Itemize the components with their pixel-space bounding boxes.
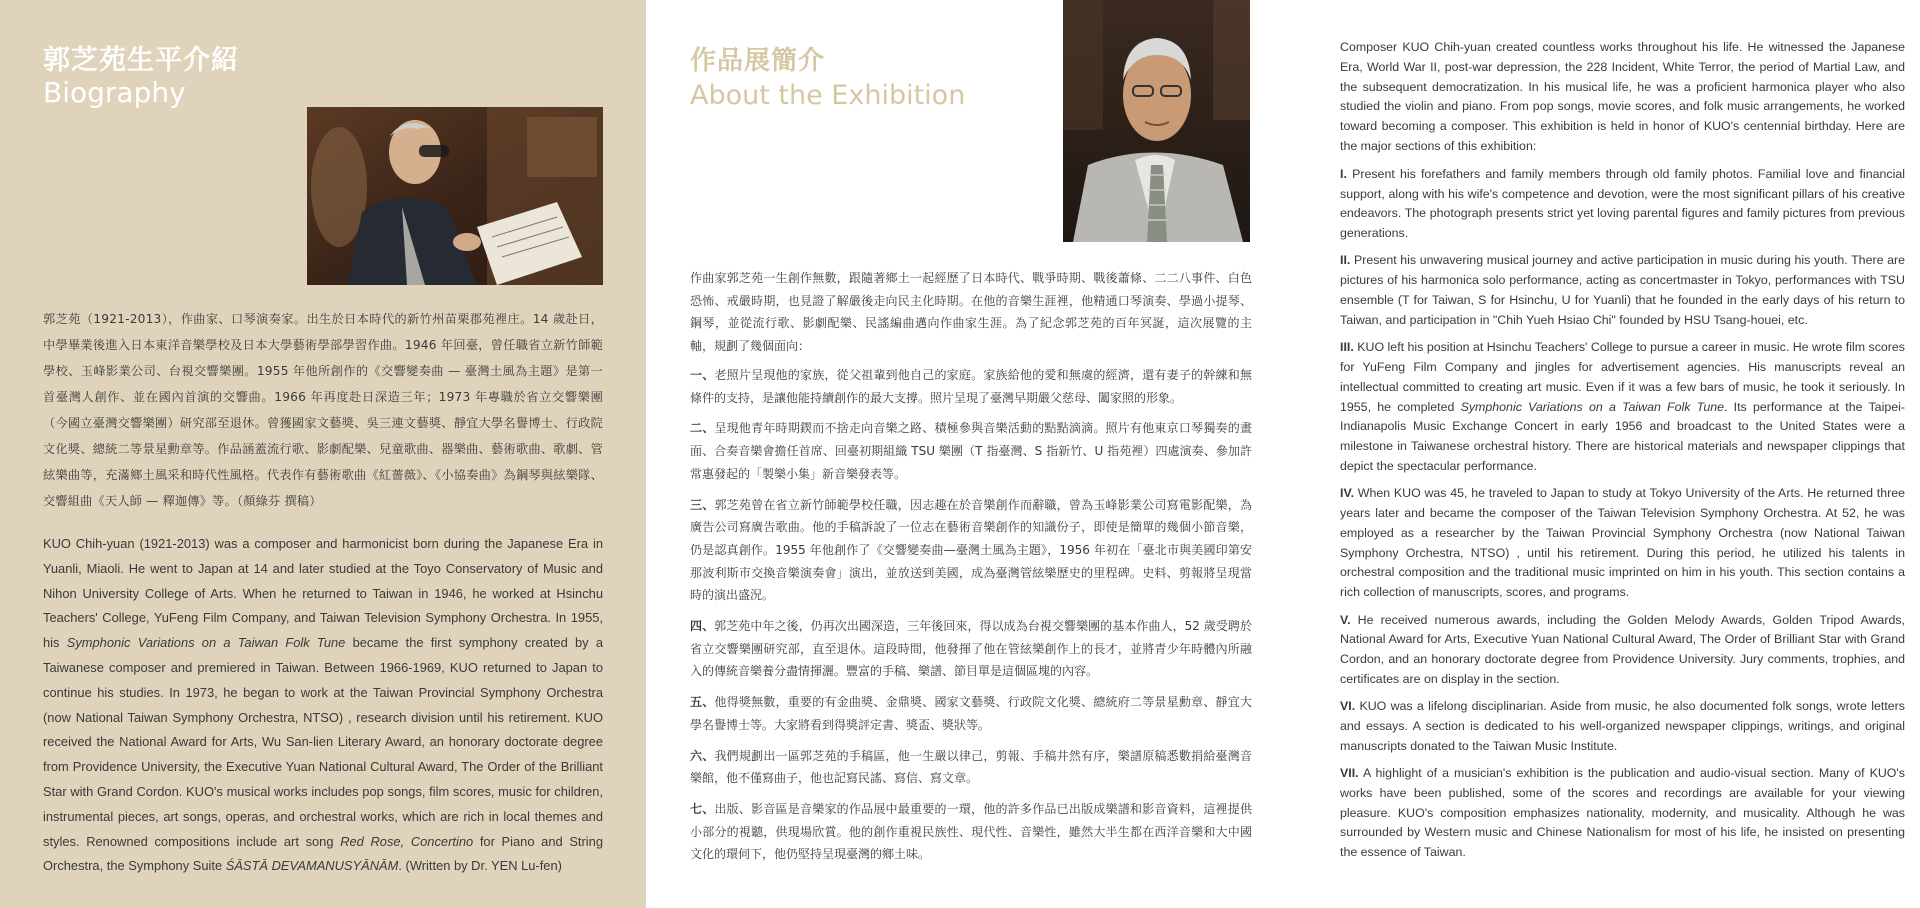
list-item-number: 二、: [690, 421, 715, 436]
list-item: [1340, 165, 1905, 244]
biography-text-zh: 郭芝苑（1921-2013），作曲家、口琴演奏家。出生於日本時代的新竹州苗栗郡苑裡庄。14 歲赴日，中學畢業後進入日本東洋音樂學校及日本大學藝術學部學習作曲。1946 年回臺，曾任職省立新竹師範學校、玉峰影業公司、台視交響樂團。1955 年他所創作的《交響變奏曲 — 臺灣土風為主題》是第一首臺灣人創作、並在國內首演的交響曲。1966 年再度赴日深造三年；1973 年專職於省立交響樂團（今國立臺灣交響樂團）研究部至退休。曾獲國家文藝獎、吳三連文藝獎、靜宜大學名譽博士、行政院文化獎、總統二等景星勳章等。作品涵蓋流行歌、影劇配樂、兒童歌曲、器樂曲、藝術歌曲、歌劇、管絃樂曲等，充滿鄉土風采和時代性風格。代表作有藝術歌曲《紅薔薇》、《小協奏曲》為鋼琴與絃樂隊、交響組曲《天人師 — 釋迦傳》等。（顏綠芬 撰稿）: [43, 312, 603, 508]
list-item: [690, 798, 1252, 866]
list-item-text: He received numerous awards, including the Golden Melody Awards, Golden Tripod Awards, National Award for Arts, Executive Yuan National Cultural Award, The Order of Brilliant Star with Grand Cordon, and an honorary doctorate degree from Providence University. Jury comments, trophies, and certificates are on display in the section.: [1340, 612, 1905, 686]
list-item: [1340, 484, 1905, 603]
photo-kuo-reading-score: [307, 107, 603, 285]
list-item-text: 呈現他青年時期鍥而不捨走向音樂之路、積極參與音樂活動的點點滴滴。照片有他東京口琴獨奏的畫面、合奏音樂會擔任首席、回臺初期組織 TSU 樂團（T 指臺灣、S 指新竹、U 指苑裡）四處演奏、參加許常惠發起的「製樂小集」新音樂發表等。: [690, 421, 1252, 481]
biography-en-work-title-1: Symphonic Variations on a Taiwan Folk Tune: [66, 635, 346, 651]
list-item-text: 老照片呈現他的家族，從父祖輩到他自己的家庭。家族給他的愛和無虞的經濟，還有妻子的幹練和無條件的支持，是讓他能持續創作的最大支撐。照片呈現了臺灣早期嚴父慈母、闔家照的形象。: [690, 368, 1252, 405]
list-item-text: . Its performance at the Taipei-Indianapolis Music Exchange Concert in early 1956 and broadcast to the United States were a milestone in Taiwanese orchestral history. There are historical materials and newspaper clippings that depict the spectacular performance.: [1340, 399, 1905, 473]
list-item: [1340, 611, 1905, 690]
list-item-number: VII.: [1340, 766, 1359, 781]
list-item-text: 出版、影音區是音樂家的作品展中最重要的一環，他的許多作品已出版成樂譜和影音資料，這裡提供小部分的視聽，供現場欣賞。他的創作重視民族性、現代性、音樂性，雖然大半生都在西洋音樂和大中國文化的環伺下，他仍堅持呈現臺灣的鄉土味。: [690, 801, 1252, 862]
list-item: [1340, 697, 1905, 756]
list-item-text: 郭芝苑曾在省立新竹師範學校任職，因志趣在於音樂創作而辭職，曾為玉峰影業公司寫電影配樂，為廣告公司寫廣告歌曲。他的手稿訴說了一位志在藝術音樂創作的知識份子，即使是簡單的幾個小節音樂，仍是認真創作。1955 年他創作了《交響變奏曲—臺灣土風為主題》，1956 年初在「臺北市與美國印第安那波利斯市交換音樂演奏會」演出，並放送到美國，成為臺灣管絃樂歷史的里程碑。史料、剪報將呈現當時的演出盛況。: [690, 497, 1252, 603]
list-item-text: 郭芝苑中年之後，仍再次出國深造，三年後回來，得以成為台視交響樂團的基本作曲人，52 歲受聘於省立交響樂團研究部，直至退休。這段時間，他發揮了他在管絃樂創作上的長才，並將青少年時體內所融入的傳統音樂養分盡情揮灑。豐富的手稿、樂譜、節目單是這個區塊的內容。: [690, 619, 1252, 679]
list-item-text: When KUO was 45, he traveled to Japan to study at Tokyo University of the Arts. He returned three years later and became the composer of the Taiwan Television Symphony Orchestra. At 52, he was employed as a researcher by the Taiwan Provincial Symphony Orchestra (now National Taiwan Symphony Orchestra, NTSO) , until his retirement. During this period, he utilized his talents in orchestral composition and the traditional music imprinted on him in his youth. This section contains a rich collection of manuscripts, scores, and programs.: [1340, 486, 1905, 600]
list-item-text: 我們規劃出一區郭芝苑的手稿區，他一生嚴以律己，剪報、手稿井然有序，樂譜原稿悉數捐給臺灣音樂館，他不僅寫曲子，他也記寫民謠、寫信、寫文章。: [690, 748, 1252, 786]
list-item-number: 四、: [690, 619, 715, 634]
list-item: [690, 745, 1252, 790]
list-item: [690, 615, 1252, 683]
list-item: [690, 691, 1252, 736]
list-item: [1340, 251, 1905, 330]
list-item: [690, 417, 1252, 485]
biography-text-en: [43, 532, 603, 879]
list-item-number: VI.: [1340, 699, 1356, 714]
list-item-number: 三、: [690, 497, 715, 512]
exhibition-intro-zh: 作曲家郭芝苑一生創作無數，跟隨著鄉土一起經歷了日本時代、戰爭時期、戰後蕭條、二二八事件、白色恐怖、戒嚴時期，也見證了解嚴後走向民主化時期。在他的音樂生涯裡，他精通口琴演奏、學過小提琴、鋼琴，並從流行歌、影劇配樂、民謠編曲邁向作曲家生涯。為了紀念郭芝苑的百年冥誕，這次展覽的主軸，規劃了幾個面向：: [690, 271, 1252, 354]
biography-en-part-3: for Piano and String Orchestra, the Symphony Suite: [43, 833, 603, 874]
list-item: [690, 364, 1252, 409]
exhibition-sections-en: [1340, 165, 1905, 863]
list-item-number: 一、: [690, 368, 715, 382]
exhibition-intro-en: Composer KUO Chih-yuan created countless works throughout his life. He witnessed the Japanese Era, World War II, post-war depression, the 228 Incident, White Terror, the period of Martial Law, and the subsequent democratization. In his musical life, he was a proficient harmonica player who also studied the violin and piano. From pop songs, movie scores, and folk music arrangements, he worked toward becoming a composer. This exhibition is held in honor of KUO's centennial birthday. Here are the major sections of this exhibition:: [1340, 40, 1905, 153]
exhibition-en-column: [1340, 38, 1905, 871]
list-item-number: 六、: [690, 748, 715, 763]
list-item-number: 七、: [690, 801, 715, 816]
exhibition-title-en: About the Exhibition: [690, 80, 966, 111]
biography-en-work-title-2: Red Rose, Concertino: [340, 833, 474, 849]
exhibition-sections-zh: [690, 364, 1252, 874]
biography-en-part-2: became the first symphony created by a Taiwanese composer and premiered in Taiwan. Between 1966-1969, KUO returned to Japan to continue his studies. In 1973, he began to work at the Taiwan Provincial Symphony Orchestra (now National Taiwan Symphony Orchestra, NTSO) , research division until his retirement. KUO received the National Award for Arts, Wu San-lien Literary Award, an honorary doctorate degree from Providence University, the Executive Yuan National Cultural Award, The Order of the Brilliant Star with Grand Cordon. KUO's musical works includes pop songs, film scores, music for children, instrumental pieces, art songs, operas, and orchestral works, which are rich in local themes and styles. Renowned compositions include art song: [43, 635, 603, 849]
list-item-number: 五、: [690, 695, 715, 710]
list-item-text: Present his forefathers and family members through old family photos. Familial love and financial support, along with his wife's competence and devotion, were the most significant pillars of his creative endeavors. The photograph presents strict yet loving parental figures and family pictures from previous generations.: [1340, 166, 1905, 241]
photo-kuo-portrait: [1063, 0, 1250, 242]
biography-en-part-4: . (Written by Dr. YEN Lu-fen): [398, 858, 562, 874]
list-item-text: KUO was a lifelong disciplinarian. Aside from music, he also documented folk songs, wrote letters and essays. A section is dedicated to his well-organized newspaper clippings, writings, and original manuscripts donated to the Taiwan Music Institute.: [1340, 699, 1905, 753]
list-item-number: I.: [1340, 166, 1347, 181]
list-item-text: 他得獎無數，重要的有金曲獎、金鼎獎、國家文藝獎、行政院文化獎、總統府二等景星勳章、靜宜大學名譽博士等。大家將看到得獎評定書、獎盃、獎狀等。: [690, 695, 1252, 732]
list-item-text: KUO left his position at Hsinchu Teachers' College to pursue a career in music. He wrote film scores for YuFeng Film Company and jingles for advertisement agencies. His manuscripts reveal an intellectual committed to creating art music. Even if it was a few bars of music, he took it seriously. In 1955, he completed: [1340, 340, 1906, 414]
biography-title-zh: 郭芝苑生平介紹: [43, 45, 239, 76]
biography-en-part-1: KUO Chih-yuan (1921-2013) was a composer and harmonicist born during the Japanese Era in Yuanli, Miaoli. He went to Japan at 14 and later studied at the Toyo Conservatory of Music and Nihon University College of Arts. When he returned to Taiwan in 1946, he worked at Hsinchu Teachers' College, YuFeng Film Company, and Taiwan Television Symphony Orchestra. In 1955, his: [43, 536, 603, 651]
biography-panel: [0, 0, 646, 908]
list-item-work-title: Symphonic Variations on a Taiwan Folk Tune: [1460, 399, 1725, 414]
biography-title-en: Biography: [43, 76, 186, 109]
list-item-number: V.: [1340, 612, 1351, 627]
list-item: [690, 494, 1252, 608]
list-item: [1340, 338, 1905, 477]
list-item-number: III.: [1340, 340, 1354, 355]
biography-en-work-title-3: ŚĀSTĀ DEVAMANUSYĀNĀM: [225, 858, 399, 874]
list-item-text: Present his unwavering musical journey and active participation in music during his youth. There are pictures of his harmonica solo performance, acting as concertmaster in Tokyo, performances with TSU ensemble (T for Taiwan, S for Hsinchu, U for Yuanli) that he founded in the early days of his return to Taiwan, and participation in "Chih Yueh Hsiao Chi" founded by HSU Tsang-houei, etc.: [1340, 253, 1906, 327]
exhibition-title-zh: 作品展簡介: [690, 46, 826, 76]
list-item-text: A highlight of a musician's exhibition is the publication and audio-visual section. Many of KUO's works have been published, some of the scores and recordings are available for your viewing pleasure. KUO's composition emphasizes nationality, modernity, and musicality. Although he was surrounded by Western music and Chinese Nationalism for most of his life, he insisted on presenting the essence of Taiwan.: [1340, 766, 1905, 860]
list-item-number: II.: [1340, 253, 1351, 268]
list-item: [1340, 764, 1905, 863]
list-item-number: IV.: [1340, 486, 1355, 501]
